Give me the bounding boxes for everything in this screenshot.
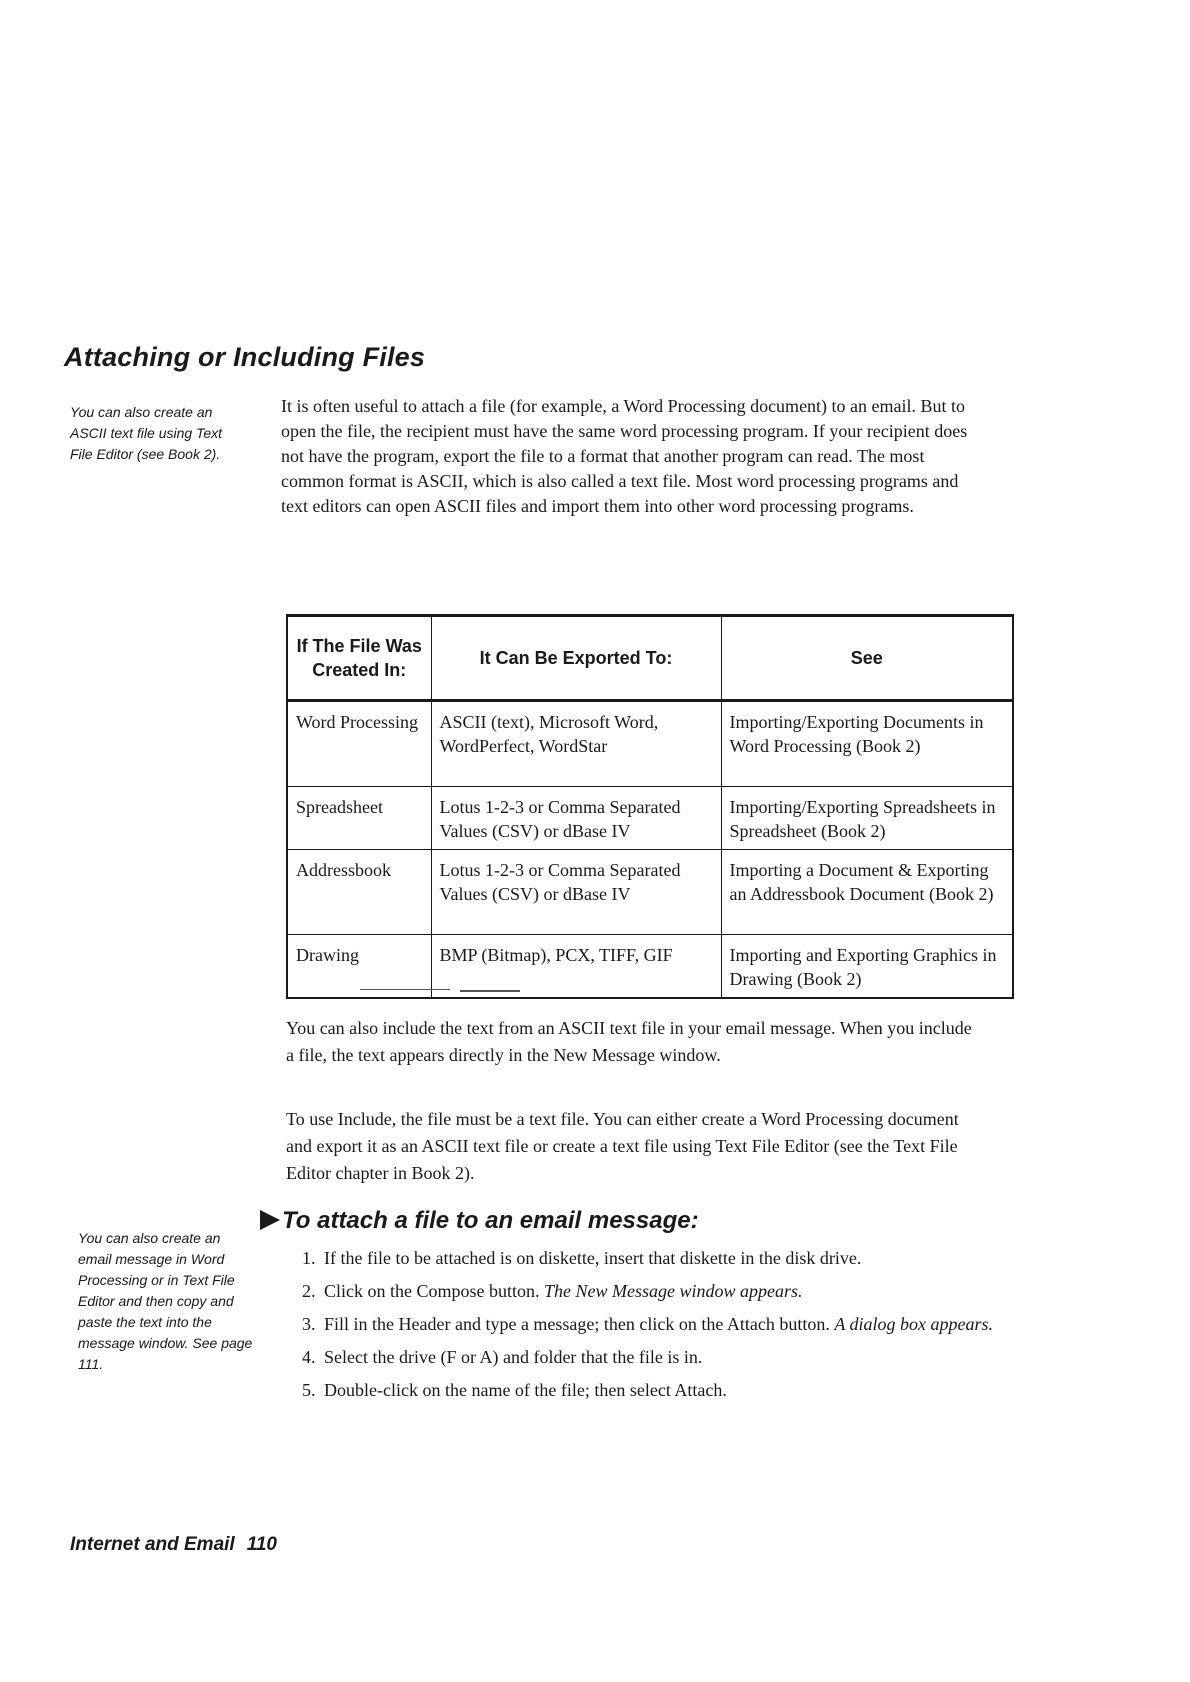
- footer-book-title: Internet and Email: [70, 1534, 235, 1555]
- step-text: Double-click on the name of the file; then select Attach.: [324, 1380, 727, 1400]
- page-footer: [70, 1534, 277, 1556]
- table-cell: BMP (Bitmap), PCX, TIFF, GIF: [431, 935, 721, 999]
- scan-artifact: [360, 989, 450, 990]
- step-text: If the file to be attached is on diskette, insert that diskette in the disk drive.: [324, 1248, 862, 1268]
- table-row: [287, 850, 1013, 935]
- table-cell: Spreadsheet: [287, 787, 431, 850]
- triangle-arrow-icon: [260, 1210, 280, 1230]
- table-cell: Word Processing: [287, 701, 431, 787]
- table-cell: Lotus 1-2-3 or Comma Separated Values (CSV) or dBase IV: [431, 850, 721, 935]
- table-row: [287, 787, 1013, 850]
- sidenote-compose-elsewhere: You can also create an email message in Word Processing or in Text File Editor and then copy and paste the text into the message window. See page 111.: [78, 1230, 253, 1372]
- table-cell: Drawing: [287, 935, 431, 999]
- table-cell: Importing and Exporting Graphics in Drawing (Book 2): [721, 935, 1013, 999]
- scan-artifact: [460, 990, 520, 992]
- table-cell: Addressbook: [287, 850, 431, 935]
- export-table: [286, 614, 1014, 999]
- step-text: Click on the Compose button.: [324, 1281, 540, 1301]
- table-header-exported-to: It Can Be Exported To:: [431, 616, 721, 701]
- table-header-see: See: [721, 616, 1013, 701]
- step-result: The New Message window appears.: [544, 1281, 803, 1301]
- table-cell: ASCII (text), Microsoft Word, WordPerfect, WordStar: [431, 701, 721, 787]
- list-item: [320, 1344, 1010, 1371]
- table-cell: Lotus 1-2-3 or Comma Separated Values (CSV) or dBase IV: [431, 787, 721, 850]
- procedure-heading: [260, 1207, 699, 1235]
- include-paragraph: You can also include the text from an ASCII text file in your email message. When you include a file, the text appears directly in the New Message window.: [286, 1018, 972, 1065]
- step-text: Select the drive (F or A) and folder that the file is in.: [324, 1347, 703, 1367]
- step-result: A dialog box appears.: [834, 1314, 994, 1334]
- procedure-title: To attach a file to an email message:: [282, 1207, 699, 1234]
- list-item: [320, 1377, 1010, 1404]
- table-row: [287, 701, 1013, 787]
- page-number: 110: [246, 1534, 277, 1555]
- sidenote-ascii: You can also create an ASCII text file using Text File Editor (see Book 2).: [70, 404, 222, 462]
- list-item: [320, 1311, 1010, 1338]
- step-text: Fill in the Header and type a message; then click on the Attach button.: [324, 1314, 830, 1334]
- procedure-steps: [288, 1245, 1010, 1410]
- section-title: Attaching or Including Files: [64, 342, 426, 372]
- intro-paragraph: It is often useful to attach a file (for example, a Word Processing document) to an email. But to open the file, the recipient must have the same word processing program. If your recipient does not have the program, export the file to a format that another program can read. The most common format is ASCII, which is also called a text file. Most word processing programs and text editors can open ASCII files and import them into other word processing programs.: [281, 396, 968, 516]
- table-header-row: [287, 616, 1013, 701]
- include-requirements-paragraph: To use Include, the file must be a text file. You can either create a Word Processing document and export it as an ASCII text file or create a text file using Text File Editor (see the Text File Editor chapter in Book 2).: [286, 1109, 959, 1183]
- table-cell: Importing a Document & Exporting an Addressbook Document (Book 2): [721, 850, 1013, 935]
- table-header-created-in: If The File Was Created In:: [287, 616, 431, 701]
- table-cell: Importing/Exporting Documents in Word Processing (Book 2): [721, 701, 1013, 787]
- table-cell: Importing/Exporting Spreadsheets in Spreadsheet (Book 2): [721, 787, 1013, 850]
- list-item: [320, 1245, 1010, 1272]
- list-item: [320, 1278, 1010, 1305]
